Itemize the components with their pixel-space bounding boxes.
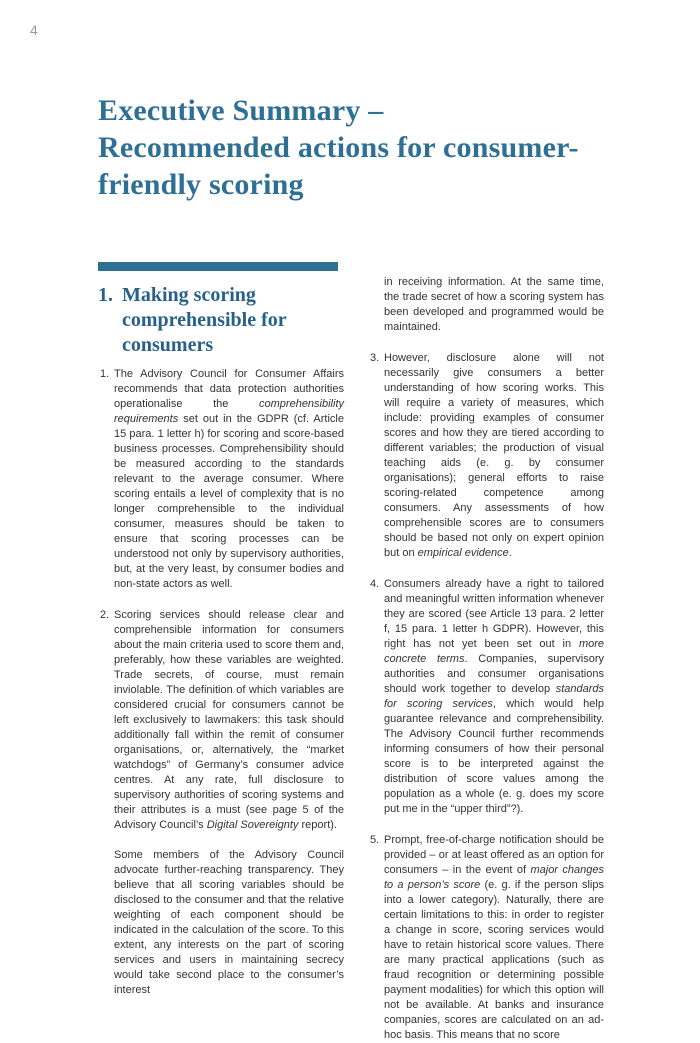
continuation-paragraph: Some members of the Advisory Council advocate further-reaching transparency. They believe that all scoring variables should be disclosed to the consumer and that the relative weighting of each component should be indicated in the calculation of the score. To this extent, any interests on the part of scoring services and users in maintaining secrecy would take second place to the consumer’s interest [114, 849, 344, 996]
list-item [370, 577, 604, 817]
column-right [370, 262, 604, 1043]
continuation-paragraph: in receiving information. At the same time, the trade secret of how a scoring system has been developed and programmed would be maintained. [384, 276, 604, 333]
item-number: 4. [370, 578, 380, 590]
title-line-2: Recommended actions for consumer- [98, 131, 579, 164]
section-heading [98, 283, 344, 358]
section-heading-text: Making scoring comprehensible for consumers [122, 284, 287, 356]
title-line-1: Executive Summary – [98, 94, 384, 127]
item-number: 1. [100, 368, 110, 380]
page-number: 4 [30, 22, 38, 38]
item-text: Prompt, free-of-charge notification should be provided – or at least offered as an option for consumers – in the event of major changes to a person’s score (e. g. if the person slips into a lower category). Naturally, there are certain limitations to this: in order to register a change in score, scoring services would have to retain historical score values. There are many practical applications (such as fraud recognition or determining possible payment modalities) for which this option will not be available. At banks and insurance companies, scores are calculated on an ad-hoc basis. This means that no score [384, 834, 604, 1041]
item-number: 3. [370, 352, 380, 364]
item-text: Consumers already have a right to tailored and meaningful written information whenever they are scored (see Article 13 para. 2 letter f, 15 para. 1 letter h GDPR). However, this right has not yet been set out in more concrete terms. Companies, supervisory authorities and consumer organisations should work together to develop standards for scoring services, which would help guarantee relevance and comprehensibility. The Advisory Council further recommends informing consumers of how their personal score is to be interpreted against the distribution of score values among the population as a whole (e. g. does my score put me in the “upper third”?). [384, 578, 605, 815]
item-text: The Advisory Council for Consumer Affairs recommends that data protection authorities operationalise the comprehensibility requirements set out in the GDPR (cf. Article 15 para. 1 letter h) for scoring and score-based business processes. Comprehensibility should be measured according to the standards relevant to the average consumer. Where scoring entails a level of complexity that is no longer comprehensible to the individual consumer, measures should be taken to ensure that scoring processes can be understood not only by supervisory authorities, but, at the very least, by consumer bodies and non-state actors as well. [114, 368, 344, 590]
item-text: Scoring services should release clear and comprehensible information for consumers about the main criteria used to score them and, preferably, how these variables are weighted. Trade secrets, of course, must remain inviolable. The definition of which variables are considered crucial for consumers cannot be left exclusively to lawmakers: this task should additionally fall within the remit of consumer organisations, or, alternatively, the “market watchdogs” of Germany’s consumer advice centres. At any rate, full disclosure to supervisory authorities of scoring systems and their attributes is a must (see page 5 of the Advisory Council’s Digital Sovereignty report). [114, 609, 344, 831]
page-title [98, 92, 579, 203]
column-left [100, 262, 344, 1043]
item-number: 5. [370, 834, 380, 846]
list-item [370, 351, 604, 561]
content-columns [100, 262, 604, 1043]
title-line-3: friendly scoring [98, 168, 304, 201]
list-item [100, 367, 344, 592]
item-text: However, disclosure alone will not necessarily give consumers a better understanding of how scoring works. This will require a variety of measures, which include: providing examples of consumer scores and how they are tiered according to different variables; the production of visual teaching aids (e. g. by consumer organisations); general efforts to raise scoring-related competence among consumers. Any assessments of how comprehensible scores are to consumers should be based not only on expert opinion but on empirical evidence. [384, 352, 604, 559]
item-number: 2. [100, 609, 110, 621]
section-accent-bar [98, 262, 338, 271]
section-number: 1. [98, 284, 113, 306]
list-item [100, 608, 344, 833]
list-item [370, 833, 604, 1043]
